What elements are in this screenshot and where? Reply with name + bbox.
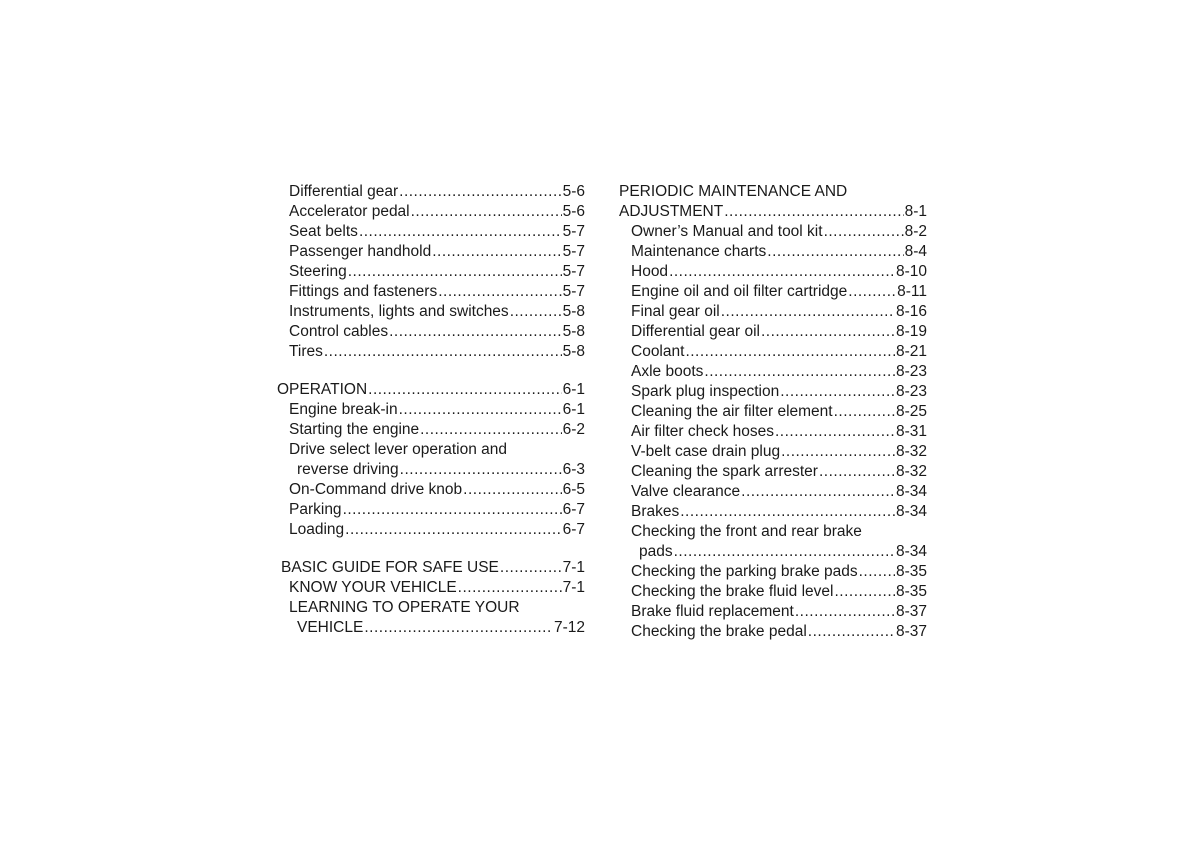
toc-entry-engine-break-in [277, 400, 585, 420]
toc-entry-page-number: 8-31 [895, 423, 927, 440]
toc-entry-title: LEARNING TO OPERATE YOUR [289, 599, 520, 616]
toc-entry-title: Tires [289, 343, 323, 360]
section-gap [277, 362, 585, 380]
toc-entry-title: Brakes [631, 503, 680, 520]
toc-entry-maintenance-charts [619, 242, 927, 262]
toc-entry-loading [277, 520, 585, 540]
toc-entry-title: Coolant [631, 343, 685, 360]
dot-leader [848, 282, 896, 302]
toc-entry-fittings-and-fasteners [277, 282, 585, 302]
toc-entry-title: BASIC GUIDE FOR SAFE USE [281, 559, 499, 576]
dot-leader [724, 202, 903, 222]
toc-entry-title: Seat belts [289, 223, 358, 240]
toc-entry-checking-the-brake-fluid-level [619, 582, 927, 602]
toc-entry-page-number: 8-23 [895, 363, 927, 380]
section-gap [277, 540, 585, 558]
toc-entry-title: Owner’s Manual and tool kit [631, 223, 823, 240]
toc-entry-title: Starting the engine [289, 421, 420, 438]
toc-entry-title: Control cables [289, 323, 389, 340]
dot-leader [680, 502, 895, 522]
toc-entry-control-cables [277, 322, 585, 342]
dot-leader [808, 622, 895, 642]
dot-leader [368, 380, 561, 400]
toc-entry-page-number: 6-1 [562, 401, 585, 418]
toc-entry-title: Steering [289, 263, 347, 280]
toc-entry-page-number: 6-2 [562, 421, 585, 438]
toc-entry-seat-belts [277, 222, 585, 242]
dot-leader [400, 460, 562, 480]
toc-entry-valve-clearance [619, 482, 927, 502]
toc-entry-differential-gear [277, 182, 585, 202]
toc-entry-page-number: 8-25 [895, 403, 927, 420]
toc-entry-v-belt-case-drain-plug [619, 442, 927, 462]
toc-right-column [619, 182, 927, 642]
dot-leader [781, 442, 895, 462]
toc-entry-parking [277, 500, 585, 520]
toc-entry-brake-fluid-replacement [619, 602, 927, 622]
dot-leader [399, 400, 562, 420]
toc-entry-reverse-driving [277, 460, 585, 480]
toc-entry-page-number: 8-34 [895, 503, 927, 520]
dot-leader [510, 302, 562, 322]
toc-entry-title: Checking the front and rear brake [631, 523, 862, 540]
toc-entry-title: Final gear oil [631, 303, 720, 320]
toc-entry-steering [277, 262, 585, 282]
toc-entry-page-number: 5-7 [562, 243, 585, 260]
toc-entry-engine-oil-and-oil-filter-cartridge [619, 282, 927, 302]
toc-entry-page-number: 8-32 [895, 443, 927, 460]
dot-leader [399, 182, 561, 202]
toc-entry-tires [277, 342, 585, 362]
toc-entry-title: Engine oil and oil filter cartridge [631, 283, 848, 300]
dot-leader [767, 242, 903, 262]
dot-leader [438, 282, 561, 302]
toc-entry-page-number: 6-5 [562, 481, 585, 498]
toc-entry-page-number: 7-12 [553, 619, 585, 636]
toc-entry-checking-the-brake-pedal [619, 622, 927, 642]
dot-leader [819, 462, 895, 482]
toc-entry-page-number: 5-7 [562, 223, 585, 240]
dot-leader [343, 500, 562, 520]
toc-entry-on-command-drive-knob [277, 480, 585, 500]
toc-entry-page-number: 8-37 [895, 623, 927, 640]
toc-entry-title: ADJUSTMENT [619, 203, 724, 220]
dot-leader [824, 222, 904, 242]
toc-entry-differential-gear-oil [619, 322, 927, 342]
toc-entry-title: Axle boots [631, 363, 704, 380]
toc-entry-page-number: 5-8 [562, 303, 585, 320]
toc-entry-page-number: 5-8 [562, 343, 585, 360]
toc-entry-axle-boots [619, 362, 927, 382]
dot-leader [348, 262, 562, 282]
toc-entry-title: Loading [289, 521, 345, 538]
toc-entry-title: Air filter check hoses [631, 423, 774, 440]
toc-entry-page-number: 8-21 [895, 343, 927, 360]
toc-entry-page-number: 8-1 [904, 203, 927, 220]
dot-leader [775, 422, 895, 442]
toc-entry-page-number: 8-2 [904, 223, 927, 240]
toc-entry-title: VEHICLE [297, 619, 364, 636]
toc-entry-page-number: 8-19 [895, 323, 927, 340]
toc-entry-title: V-belt case drain plug [631, 443, 781, 460]
dot-leader [685, 342, 895, 362]
toc-entry-title: OPERATION [277, 381, 368, 398]
toc-entry-title: pads [639, 543, 673, 560]
toc-entry-passenger-handhold [277, 242, 585, 262]
toc-entry-coolant [619, 342, 927, 362]
dot-leader [500, 558, 562, 578]
toc-entry-spark-plug-inspection [619, 382, 927, 402]
toc-entry-title: Checking the parking brake pads [631, 563, 858, 580]
dot-leader [704, 362, 895, 382]
dot-leader [834, 582, 894, 602]
toc-entry-operation [277, 380, 585, 400]
toc-entry-page-number: 6-7 [562, 521, 585, 538]
toc-entry-page-number: 6-1 [562, 381, 585, 398]
toc-entry-page-number: 8-34 [895, 543, 927, 560]
dot-leader [721, 302, 895, 322]
dot-leader [432, 242, 561, 262]
toc-entry-title: reverse driving [297, 461, 399, 478]
toc-entry-periodic-maintenance-and [619, 182, 927, 202]
toc-entry-title: Valve clearance [631, 483, 741, 500]
toc-entry-page-number: 8-35 [895, 583, 927, 600]
toc-entry-title: Checking the brake fluid level [631, 583, 834, 600]
dot-leader [859, 562, 895, 582]
toc-entry-title: Engine break-in [289, 401, 398, 418]
toc-entry-title: PERIODIC MAINTENANCE AND [619, 183, 848, 200]
toc-entry-title: Differential gear [289, 183, 399, 200]
toc-entry-cleaning-the-air-filter-element [619, 402, 927, 422]
toc-entry-page-number: 8-23 [895, 383, 927, 400]
dot-leader [345, 520, 561, 540]
toc-entry-checking-the-parking-brake-pads [619, 562, 927, 582]
toc-entry-title: Accelerator pedal [289, 203, 410, 220]
toc-entry-adjustment [619, 202, 927, 222]
dot-leader [795, 602, 895, 622]
toc-entry-page-number: 6-7 [562, 501, 585, 518]
toc-entry-air-filter-check-hoses [619, 422, 927, 442]
toc-entry-title: Maintenance charts [631, 243, 767, 260]
dot-leader [458, 578, 562, 598]
toc-entry-title: Cleaning the spark arrester [631, 463, 818, 480]
dot-leader [463, 480, 561, 500]
toc-entry-page-number: 7-1 [562, 579, 585, 596]
toc-entry-instruments-lights-and-switches [277, 302, 585, 322]
toc-entry-title: Passenger handhold [289, 243, 432, 260]
toc-entry-page-number: 5-7 [562, 283, 585, 300]
toc-entry-page-number: 8-37 [895, 603, 927, 620]
toc-entry-starting-the-engine [277, 420, 585, 440]
toc-entry-page-number: 8-10 [895, 263, 927, 280]
dot-leader [834, 402, 895, 422]
toc-entry-page-number: 8-16 [895, 303, 927, 320]
toc-entry-accelerator-pedal [277, 202, 585, 222]
toc-entry-owner-s-manual-and-tool-kit [619, 222, 927, 242]
toc-entry-page-number: 5-6 [562, 183, 585, 200]
toc-entry-hood [619, 262, 927, 282]
dot-leader [389, 322, 562, 342]
toc-entry-page-number: 8-35 [895, 563, 927, 580]
toc-entry-title: Fittings and fasteners [289, 283, 438, 300]
toc-entry-page-number: 5-7 [562, 263, 585, 280]
toc-entry-page-number: 5-8 [562, 323, 585, 340]
toc-entry-page-number: 8-11 [897, 283, 927, 300]
toc-entry-title: Instruments, lights and switches [289, 303, 509, 320]
toc-entry-title: KNOW YOUR VEHICLE [289, 579, 457, 596]
dot-leader [411, 202, 562, 222]
dot-leader [324, 342, 562, 362]
toc-entry-title: Cleaning the air filter element [631, 403, 833, 420]
dot-leader [359, 222, 562, 242]
toc-entry-checking-the-front-and-rear-brake [619, 522, 927, 542]
toc-entry-title: Brake fluid replacement [631, 603, 794, 620]
toc-entry-drive-select-lever-operation-and [277, 440, 585, 460]
dot-leader [674, 542, 895, 562]
toc-entry-pads [619, 542, 927, 562]
dot-leader [761, 322, 895, 342]
toc-entry-title: Drive select lever operation and [289, 441, 507, 458]
toc-entry-cleaning-the-spark-arrester [619, 462, 927, 482]
toc-entry-title: Differential gear oil [631, 323, 760, 340]
toc-entry-title: Checking the brake pedal [631, 623, 807, 640]
toc-entry-page-number: 8-4 [904, 243, 927, 260]
toc-entry-page-number: 6-3 [562, 461, 585, 478]
toc-entry-vehicle [277, 618, 585, 638]
toc-entry-page-number: 8-32 [895, 463, 927, 480]
toc-entry-page-number: 7-1 [562, 559, 585, 576]
toc-entry-title: Hood [631, 263, 669, 280]
toc-entry-final-gear-oil [619, 302, 927, 322]
dot-leader [669, 262, 895, 282]
toc-entry-title: Parking [289, 501, 342, 518]
dot-leader [364, 618, 553, 638]
toc-entry-title: Spark plug inspection [631, 383, 780, 400]
toc-entry-know-your-vehicle [277, 578, 585, 598]
dot-leader [741, 482, 895, 502]
toc-entry-brakes [619, 502, 927, 522]
toc-entry-title: On-Command drive knob [289, 481, 463, 498]
toc-entry-page-number: 5-6 [562, 203, 585, 220]
toc-entry-learning-to-operate-your [277, 598, 585, 618]
toc-entry-page-number: 8-34 [895, 483, 927, 500]
toc-left-column [277, 182, 585, 638]
dot-leader [780, 382, 895, 402]
dot-leader [420, 420, 561, 440]
toc-entry-basic-guide-for-safe-use [277, 558, 585, 578]
